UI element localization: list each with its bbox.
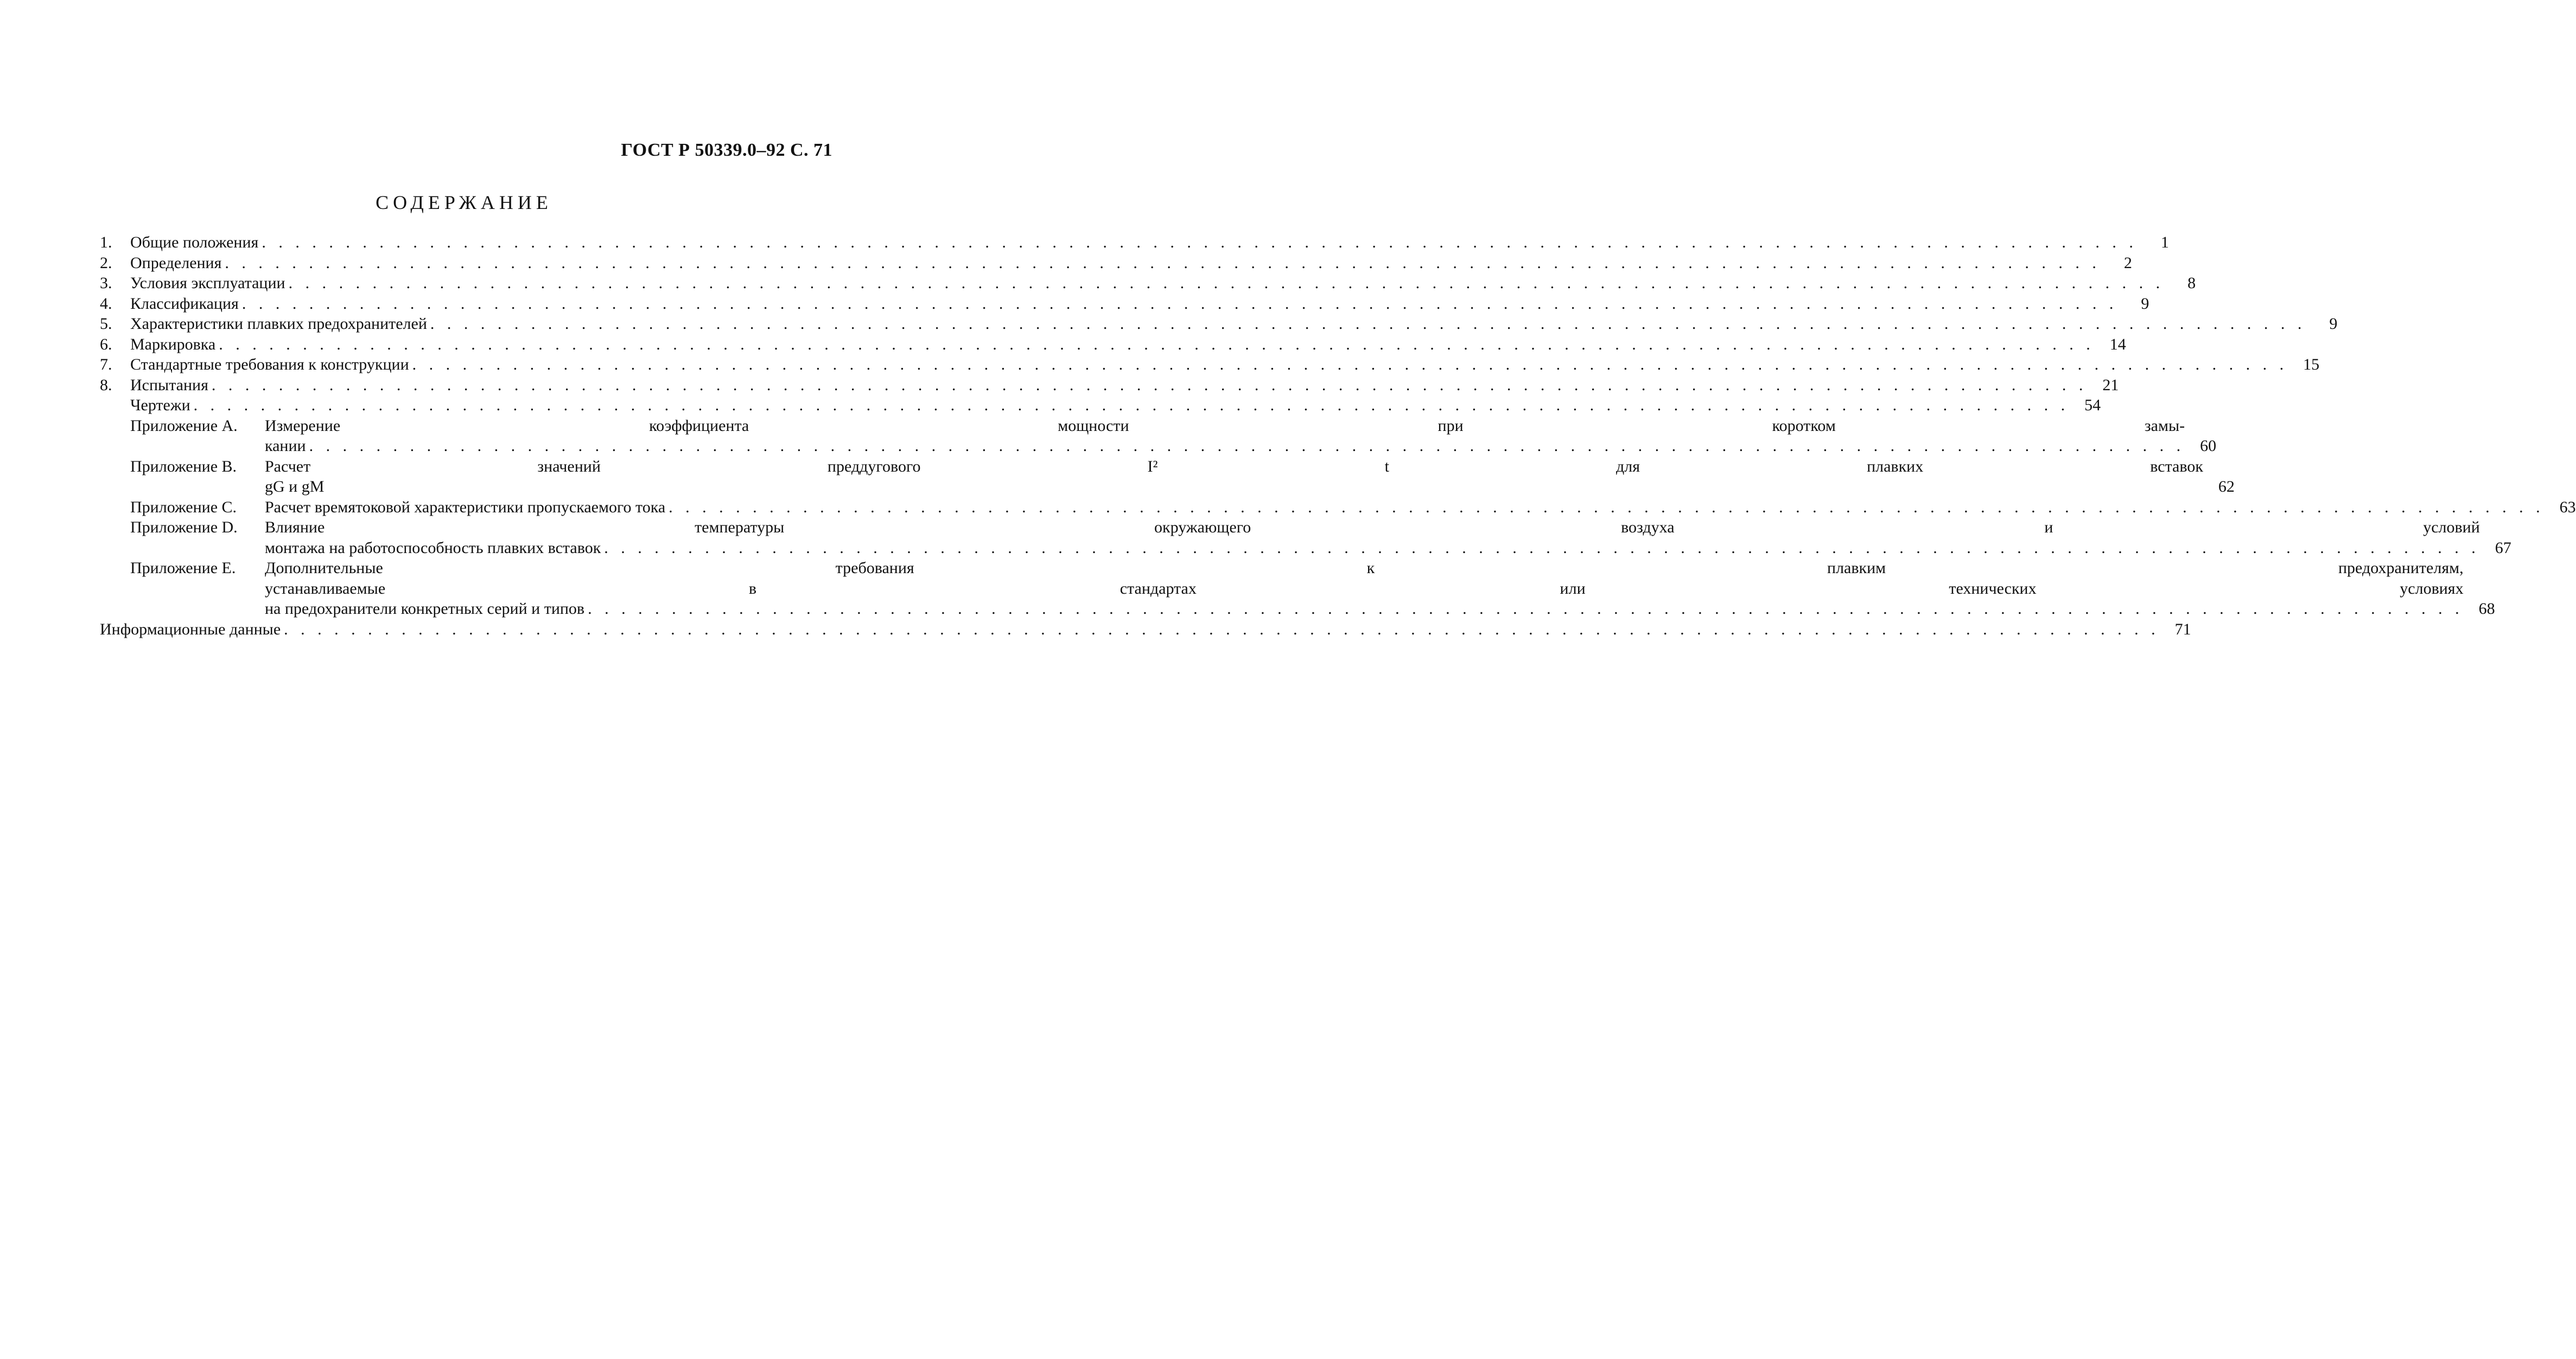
toc-section-1[interactable]	[100, 232, 2169, 253]
toc-page-number: 68	[2478, 600, 2495, 618]
toc-appendix-c[interactable]	[100, 497, 2576, 518]
toc-page-number: 8	[2187, 274, 2196, 292]
toc-appendix-last-line: монтажа на работоспособность плавких вставок	[265, 538, 601, 557]
toc-section-3[interactable]	[100, 273, 2196, 294]
page-header: ГОСТ Р 50339.0–92 С. 71	[621, 140, 832, 160]
toc-leader-dots	[212, 375, 2088, 396]
toc-leader-dots	[284, 619, 2160, 640]
toc-leader-dots	[430, 314, 2306, 334]
toc-page-number: 2	[2123, 253, 2132, 272]
toc-section-4[interactable]	[100, 294, 2149, 314]
toc-section-label: Информационные данные	[100, 620, 281, 638]
toc-section-number: 8.	[100, 376, 112, 394]
toc-section-number: 6.	[100, 335, 112, 353]
toc-leader-dots	[289, 273, 2165, 294]
toc-leader-dots	[242, 294, 2118, 314]
toc-leader-dots	[219, 334, 2095, 355]
toc-appendix-last-line: Расчет времятоковой характеристики пропускаемого тока	[265, 498, 666, 516]
toc-appendix-d[interactable]	[100, 517, 2511, 558]
toc-appendix-name: Приложение D.	[130, 518, 238, 536]
toc-section-8[interactable]	[100, 375, 2119, 396]
toc-appendix-last-line: кании	[265, 437, 306, 455]
toc-page-number: 60	[2200, 437, 2217, 455]
toc-section-label: Условия эксплуатации	[130, 274, 285, 292]
toc-appendix-last-line: gG и gM	[265, 478, 325, 496]
toc-page-number: 63	[2559, 498, 2576, 516]
toc-page-number: 54	[2084, 396, 2101, 414]
toc-leader-dots	[604, 538, 2480, 558]
toc-page-number: 14	[2109, 335, 2126, 353]
toc-page-number: 62	[2218, 478, 2235, 496]
toc-drawings[interactable]	[100, 395, 2101, 416]
toc-page-number: 67	[2495, 538, 2511, 557]
toc-leader-dots	[262, 232, 2138, 253]
toc-page-number: 21	[2102, 376, 2119, 394]
toc-info[interactable]	[100, 619, 2191, 640]
toc-section-label: Характеристики плавких предохранителей	[130, 315, 427, 333]
toc-section-number: 7.	[100, 355, 112, 373]
toc-page-number: 71	[2174, 620, 2191, 638]
toc-leader-dots	[225, 253, 2101, 274]
toc-section-number: 1.	[100, 233, 112, 251]
toc-section-number: 4.	[100, 294, 112, 313]
toc-section-label: Испытания	[130, 376, 208, 394]
toc-section-label: Классификация	[130, 294, 239, 313]
toc-appendix-line: Влияние температуры окружающего воздуха и условий	[265, 518, 2480, 536]
toc-leader-dots	[588, 599, 2464, 619]
toc-section-number: 2.	[100, 253, 112, 272]
toc-section-label: Маркировка	[130, 335, 216, 353]
toc-appendix-a[interactable]	[100, 416, 2217, 456]
toc-appendix-line: Дополнительные требования к плавким предохранителям,	[265, 559, 2464, 577]
table-of-contents	[100, 232, 2576, 639]
toc-page-number: 15	[2303, 355, 2320, 373]
toc-leader-dots	[412, 354, 2288, 375]
toc-appendix-name: Приложение Е.	[130, 559, 236, 577]
toc-appendix-line: Измерение коэффициента мощности при коротком замы-	[265, 416, 2185, 435]
toc-appendix-line: Расчет значений преддугового I² t для плавких вставок	[265, 457, 2203, 475]
toc-section-label: Стандартные требования к конструкции	[130, 355, 409, 373]
toc-leader-dots	[309, 436, 2185, 456]
toc-leader-dots	[669, 497, 2545, 518]
toc-appendix-name: Приложение А.	[130, 416, 238, 435]
toc-section-number: 5.	[100, 315, 112, 333]
toc-page-number: 1	[2160, 233, 2169, 251]
toc-leader-dots	[194, 395, 2070, 416]
toc-appendix-name: Приложение В.	[130, 457, 237, 475]
toc-section-6[interactable]	[100, 334, 2126, 355]
toc-page-number: 9	[2141, 294, 2149, 313]
toc-appendix-b[interactable]	[100, 456, 2235, 497]
toc-section-number: 3.	[100, 274, 112, 292]
toc-section-2[interactable]	[100, 253, 2132, 274]
toc-section-label: Чертежи	[130, 396, 190, 414]
toc-page-number: 9	[2329, 315, 2338, 333]
toc-section-5[interactable]	[100, 314, 2338, 334]
toc-section-7[interactable]	[100, 354, 2320, 375]
toc-appendix-last-line: на предохранители конкретных серий и типов	[265, 600, 585, 618]
toc-appendix-e[interactable]	[100, 558, 2495, 619]
page-title: СОДЕРЖАНИЕ	[376, 192, 552, 213]
toc-section-label: Общие положения	[130, 233, 259, 251]
toc-appendix-line: устанавливаемые в стандартах или технических условиях	[265, 579, 2464, 598]
toc-section-label: Определения	[130, 253, 222, 272]
toc-appendix-name: Приложение С.	[130, 498, 237, 516]
